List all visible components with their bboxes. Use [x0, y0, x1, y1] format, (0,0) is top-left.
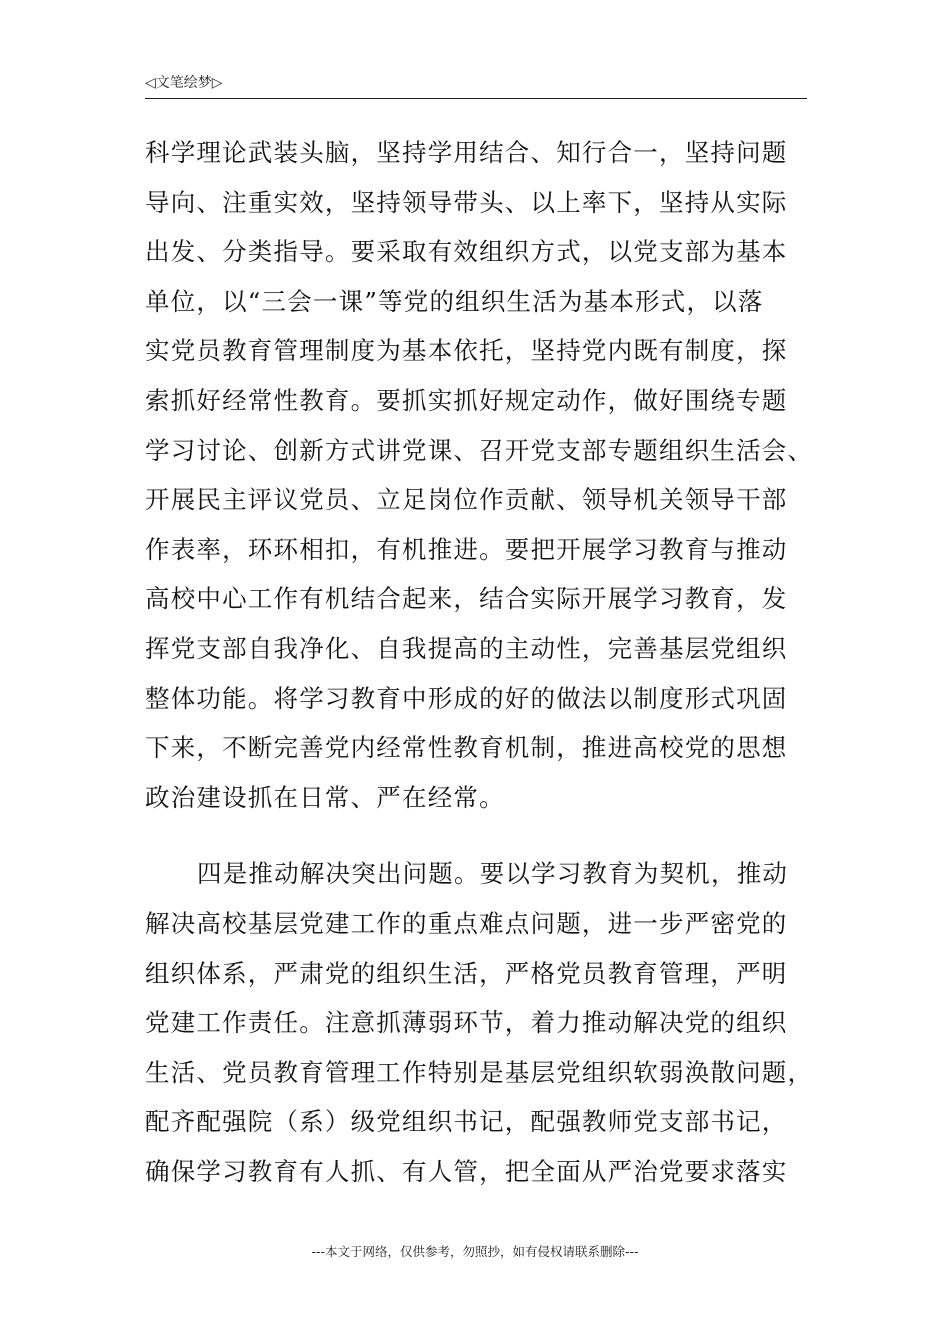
text-line: 实党员教育管理制度为基本依托，坚持党内既有制度，探 — [145, 336, 788, 366]
text-line: 配齐配强院（系）级党组织书记，配强教师党支部书记， — [145, 1107, 788, 1137]
page-footer: ---本文于网络，仅供参考，勿照抄，如有侵权请联系删除--- — [311, 1244, 639, 1259]
text-line: 高校中心工作有机结合起来，结合实际开展学习教育，发 — [145, 584, 788, 614]
text-line: 科学理论武装头脑，坚持学用结合、知行合一，坚持问题 — [145, 138, 788, 167]
text-line: 下来，不断完善党内经常性教育机制，推进高校党的思想 — [145, 733, 788, 763]
text-line: 开展民主评议党员、立足岗位作贡献、领导机关领导干部 — [145, 485, 788, 515]
text-line: 解决高校基层党建工作的重点难点问题，进一步严密党的 — [145, 908, 788, 938]
text-line: 整体功能。将学习教育中形成的好的做法以制度形式巩固 — [145, 683, 788, 713]
text-line: 出发、分类指导。要采取有效组织方式，以党支部为基本 — [145, 237, 788, 267]
text-line: 生活、党员教育管理工作特别是基层党组织软弱涣散问题， — [145, 1057, 814, 1087]
text-line: 四是推动解决突出问题。要以学习教育为契机，推动 — [197, 859, 789, 889]
text-line: 作表率，环环相扣，有机推进。要把开展学习教育与推动 — [145, 534, 788, 564]
text-line: 索抓好经常性教育。要抓实抓好规定动作，做好围绕专题 — [145, 385, 788, 415]
paragraph-1 — [145, 128, 825, 822]
text-line: 学习讨论、创新方式讲党课、召开党支部专题组织生活会、 — [145, 435, 814, 465]
text-line: 单位，以“三会一课”等党的组织生活为基本形式，以落 — [145, 286, 764, 316]
header-title: ◁文笔绘梦▷ — [145, 75, 223, 91]
text-line: 确保学习教育有人抓、有人管，把全面从严治党要求落实 — [145, 1156, 788, 1186]
document-body — [145, 128, 825, 1196]
page-header — [145, 74, 807, 99]
text-line: 挥党支部自我净化、自我提高的主动性，完善基层党组织 — [145, 633, 788, 663]
text-line: 政治建设抓在日常、严在经常。 — [145, 782, 505, 812]
text-line: 组织体系，严肃党的组织生活，严格党员教育管理，严明 — [145, 958, 788, 988]
text-line: 党建工作责任。注意抓薄弱环节，着力推动解决党的组织 — [145, 1008, 788, 1038]
text-line: 导向、注重实效，坚持领导带头、以上率下，坚持从实际 — [145, 187, 788, 217]
paragraph-spacer — [145, 822, 825, 849]
paragraph-2 — [145, 849, 825, 1196]
